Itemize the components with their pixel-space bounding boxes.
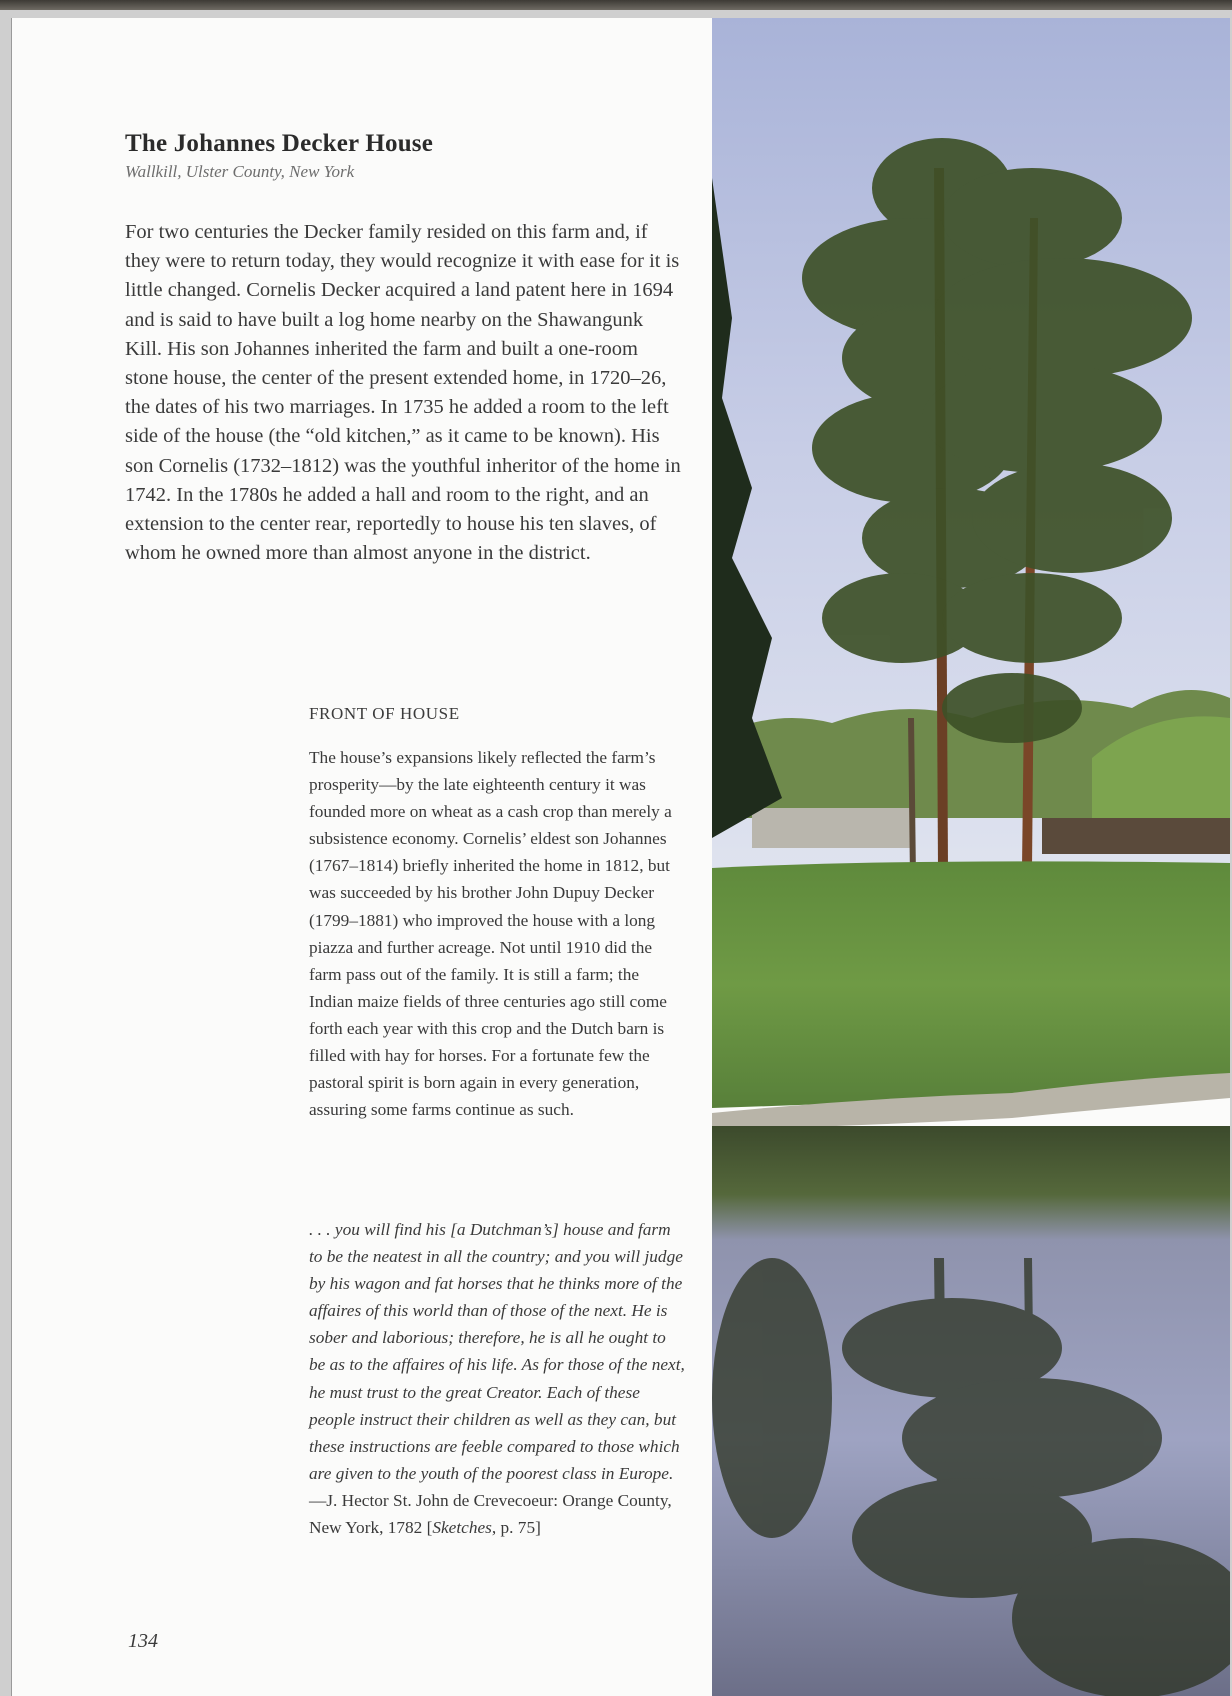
page-number: 134: [128, 1630, 158, 1652]
quote-source-page: , p. 75]: [491, 1518, 541, 1538]
quote-attribution: —J. Hector St. John de Crevecoeur: Orange County, New York, 1782 [: [309, 1490, 672, 1538]
shed: [1042, 818, 1230, 854]
caption-paragraph: The house’s expansions likely reflected the farm’s prosperity—by the late eighteenth century it was founded more on wheat as a cash crop than merely a subsistence economy. Cornelis’ eldest son Johannes (1767–1814) briefly inherited the home in 1812, but was succeeded by his brother John Dupuy Decker (1799–1881) who improved the house with a long piazza and further acreage. Not until 1910 did the farm pass out of the family. It is still a farm; the Indian maize fields of three centuries ago still come forth each year with this crop and the Dutch barn is filled with hay for horses. For a fortunate few the pastoral spirit is born again in every generation, assuring some farms continue as such.: [309, 748, 672, 1120]
lawn: [712, 861, 1230, 1108]
barn-roof: [752, 808, 912, 848]
page-title: The Johannes Decker House: [125, 130, 434, 157]
photo-illustration: [712, 18, 1230, 1696]
book-page: [12, 18, 1230, 1696]
text-column: [12, 18, 712, 1696]
main-paragraph: For two centuries the Decker family resided on this farm and, if they were to return today, they would recognize it with ease for it is little changed. Cornelis Decker acquired a land patent here in 1694 and is said to have built a log home nearby on the Shawangunk Kill. His son Johannes inherited the farm and built a one-room stone house, the center of the present extended home, in 1720–26, the dates of his two marriages. In 1735 he added a room to the left side of the house (the “old kitchen,” as it came to be known). His son Cornelis (1732–1812) was the youthful inheritor of the home in 1742. In the 1780s he added a hall and room to the right, and an extension to the center rear, reportedly to house his ten slaves, of whom he owned more than almost anyone in the district.: [125, 221, 681, 565]
scan-edge: [0, 0, 1232, 10]
location-subtitle: Wallkill, Ulster County, New York: [125, 162, 355, 181]
caption-heading: FRONT OF HOUSE: [309, 704, 460, 723]
quotation: [309, 1216, 685, 1541]
quote-text: . . . you will find his [a Dutchman’s] house and farm to be the neatest in all the country; and you will judge by his wagon and fat horses that he thinks more of the affaires of this world than of those of the next. He is sober and laborious; therefore, he is all he ought to be as to the affaires of his life. As for those of the next, he must trust to the great Creator. Each of these people instruct their children as well as they can, but these instructions are feeble compared to those which are given to the youth of the poorest class in Europe.: [309, 1220, 685, 1483]
quote-source-title: Sketches: [432, 1518, 492, 1538]
farm-photograph: [712, 18, 1230, 1696]
